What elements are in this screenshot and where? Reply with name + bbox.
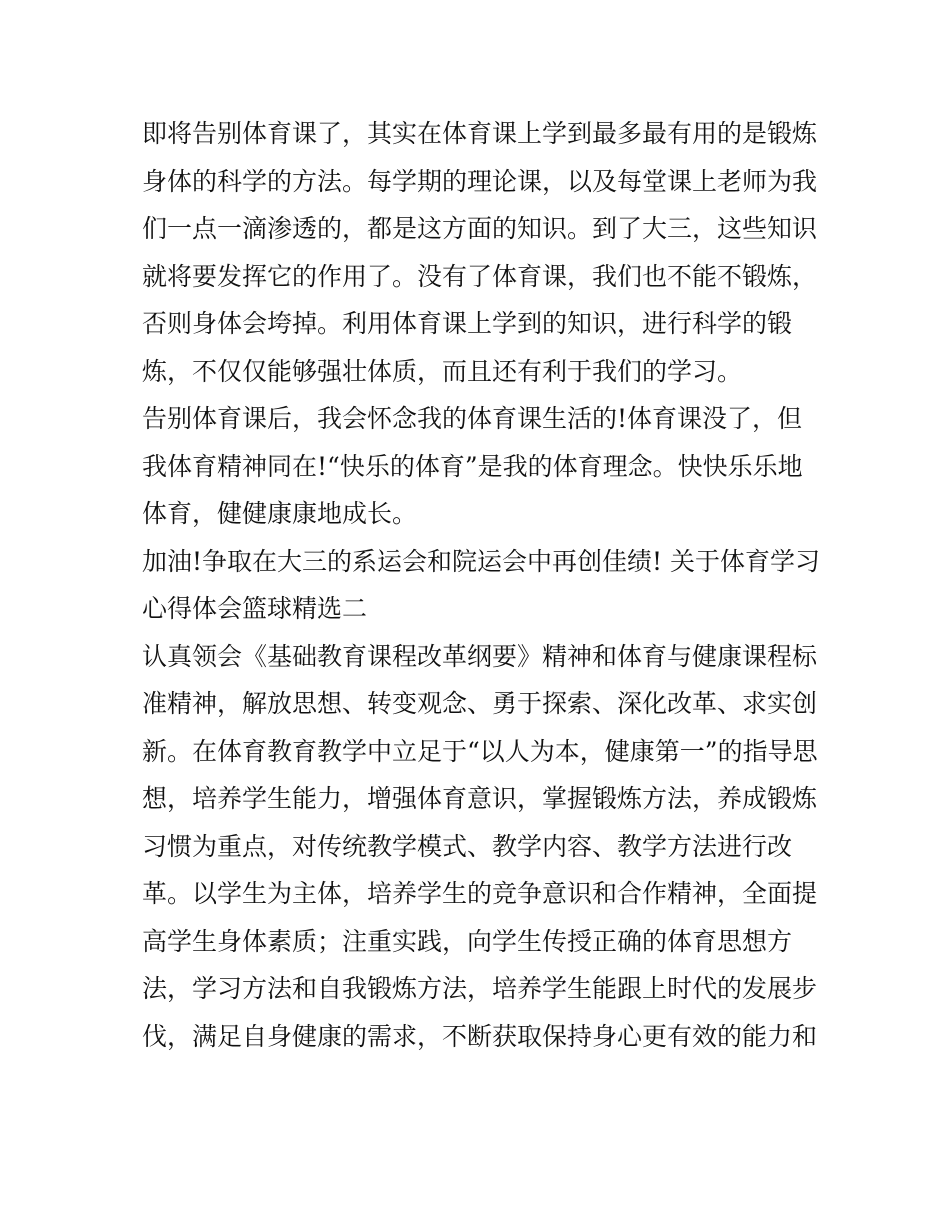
text-line: 体育，健健康康地成长。 bbox=[142, 499, 418, 528]
text-line: 准精神，解放思想、转变观念、勇于探索、深化改革、求实创 bbox=[142, 689, 818, 718]
text-line: 就将要发挥它的作用了。没有了体育课，我们也不能不锻炼， bbox=[142, 261, 818, 291]
text-line: 否则身体会垮掉。利用体育课上学到的知识，进行科学的锻 bbox=[142, 309, 793, 338]
text-line: 高学生身体素质；注重实践，向学生传授正确的体育思想方 bbox=[142, 926, 793, 956]
text-line: 习惯为重点，对传统教学模式、教学内容、教学方法进行改 bbox=[142, 831, 793, 861]
text-line: 告别体育课后，我会怀念我的体育课生活的!体育课没了，但 bbox=[142, 404, 803, 433]
text-line: 们一点一滴渗透的，都是这方面的知识。到了大三，这些知识 bbox=[142, 214, 818, 243]
text-line: 想，培养学生能力，增强体育意识，掌握锻炼方法，养成锻炼 bbox=[142, 784, 818, 813]
text-line: 伐，满足自身健康的需求，不断获取保持身心更有效的能力和 bbox=[142, 1021, 818, 1051]
text-line: 身体的科学的方法。每学期的理论课，以及每堂课上老师为我 bbox=[142, 166, 818, 196]
text-line: 新。在体育教育教学中立足于“以人为本，健康第一”的指导思 bbox=[142, 736, 818, 766]
text-line: 心得体会篮球精选二 bbox=[142, 594, 368, 623]
text-line: 加油!争取在大三的系运会和院运会中再创佳绩! 关于体育学习 bbox=[142, 546, 821, 576]
document-body bbox=[142, 110, 822, 1060]
text-line: 即将告别体育课了，其实在体育课上学到最多最有用的是锻炼 bbox=[142, 119, 818, 148]
text-line: 认真领会《基础教育课程改革纲要》精神和体育与健康课程标 bbox=[142, 641, 818, 671]
text-line: 革。以学生为主体，培养学生的竞争意识和合作精神，全面提 bbox=[142, 879, 818, 908]
text-line: 我体育精神同在!“快乐的体育”是我的体育理念。快快乐乐地 bbox=[142, 451, 803, 481]
text-line: 炼，不仅仅能够强壮体质，而且还有利于我们的学习。 bbox=[142, 356, 743, 386]
text-line: 法，学习方法和自我锻炼方法，培养学生能跟上时代的发展步 bbox=[142, 974, 818, 1003]
